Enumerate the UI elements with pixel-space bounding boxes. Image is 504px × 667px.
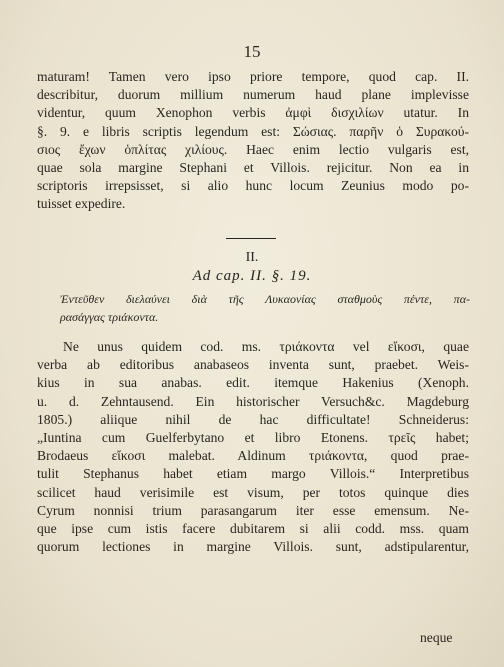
quote-line: ρασάγγας τριάκοντα. xyxy=(60,310,159,324)
text-line: kius in sua anabas. edit. itemque Hakenius (Xenoph. xyxy=(37,375,469,391)
text-line: Ne unus quidem cod. ms. τριάκοντα vel εἴκοσι, quae xyxy=(63,339,469,354)
text-line: que ipse cum istis facere dubitarem si alii codd. mss. quam xyxy=(37,521,469,537)
text-line: σιος ἔχων ὁπλίτας χιλίους. Haec enim lectio vulgaris est, xyxy=(37,141,469,157)
text-line: scriptoris irrepsisset, si alio hunc locum Zeunius modo po- xyxy=(37,178,469,194)
text-line: verba ab editoribus anabaseos inventa sunt, praebet. Weis- xyxy=(37,357,469,373)
section-divider xyxy=(226,238,276,239)
paragraph-1 xyxy=(37,68,469,214)
text-line: 1805.) aliique nihil de hac difficultate! Schneiderus: xyxy=(37,411,469,427)
text-line: maturam! Tamen vero ipso priore tempore, quod cap. II. xyxy=(37,69,469,84)
text-line: quorum lectiones in margine Villois. sunt, adstipularentur, xyxy=(37,539,469,555)
text-line: tulit Stephanus habet etiam margo Villois.“ Interpretibus xyxy=(37,466,469,482)
text-line: videntur, quum Xenophon verbis ἀμφὶ δισχιλίων utatur. In xyxy=(37,105,469,121)
text-line: quae sola margine Stephani et Villois. rejicitur. Non ea in xyxy=(37,160,469,176)
paragraph-2 xyxy=(37,338,469,556)
text-line: Brodaeus εἴκοσι malebat. Aldinum τριάκοντα, quod prae- xyxy=(37,448,469,464)
text-line: describitur, duorum millium numerum haud plane implevisse xyxy=(37,87,469,103)
section-reference: Ad cap. II. §. 19. xyxy=(192,268,312,284)
greek-quote xyxy=(60,290,470,326)
text-line: Cyrum nonnisi trium parasangarum iter esse emensum. Ne- xyxy=(37,502,469,518)
text-line: tuisset expedire. xyxy=(37,196,126,212)
section-number: II. xyxy=(245,250,259,265)
text-line: „Iuntina cum Guelferbytano et libro Etonens. τρεῖς habet; xyxy=(37,430,469,446)
text-line: u. d. Zehntausend. Ein historischer Versuch&c. Magdeburg xyxy=(37,393,469,409)
catchword: neque xyxy=(420,630,453,645)
quote-line: Ἐντεῦθεν διελαύνει διὰ τῆς Λυκαονίας σταθμοὺς πέντε, πα- xyxy=(60,292,470,306)
text-line: §. 9. e libris scriptis legendum est: Σώσιας. παρῆν ὁ Συρακού- xyxy=(37,123,469,139)
page-number: 15 xyxy=(243,42,261,61)
text-line: scilicet haud verisimile est visum, per totos quinque dies xyxy=(37,484,469,500)
